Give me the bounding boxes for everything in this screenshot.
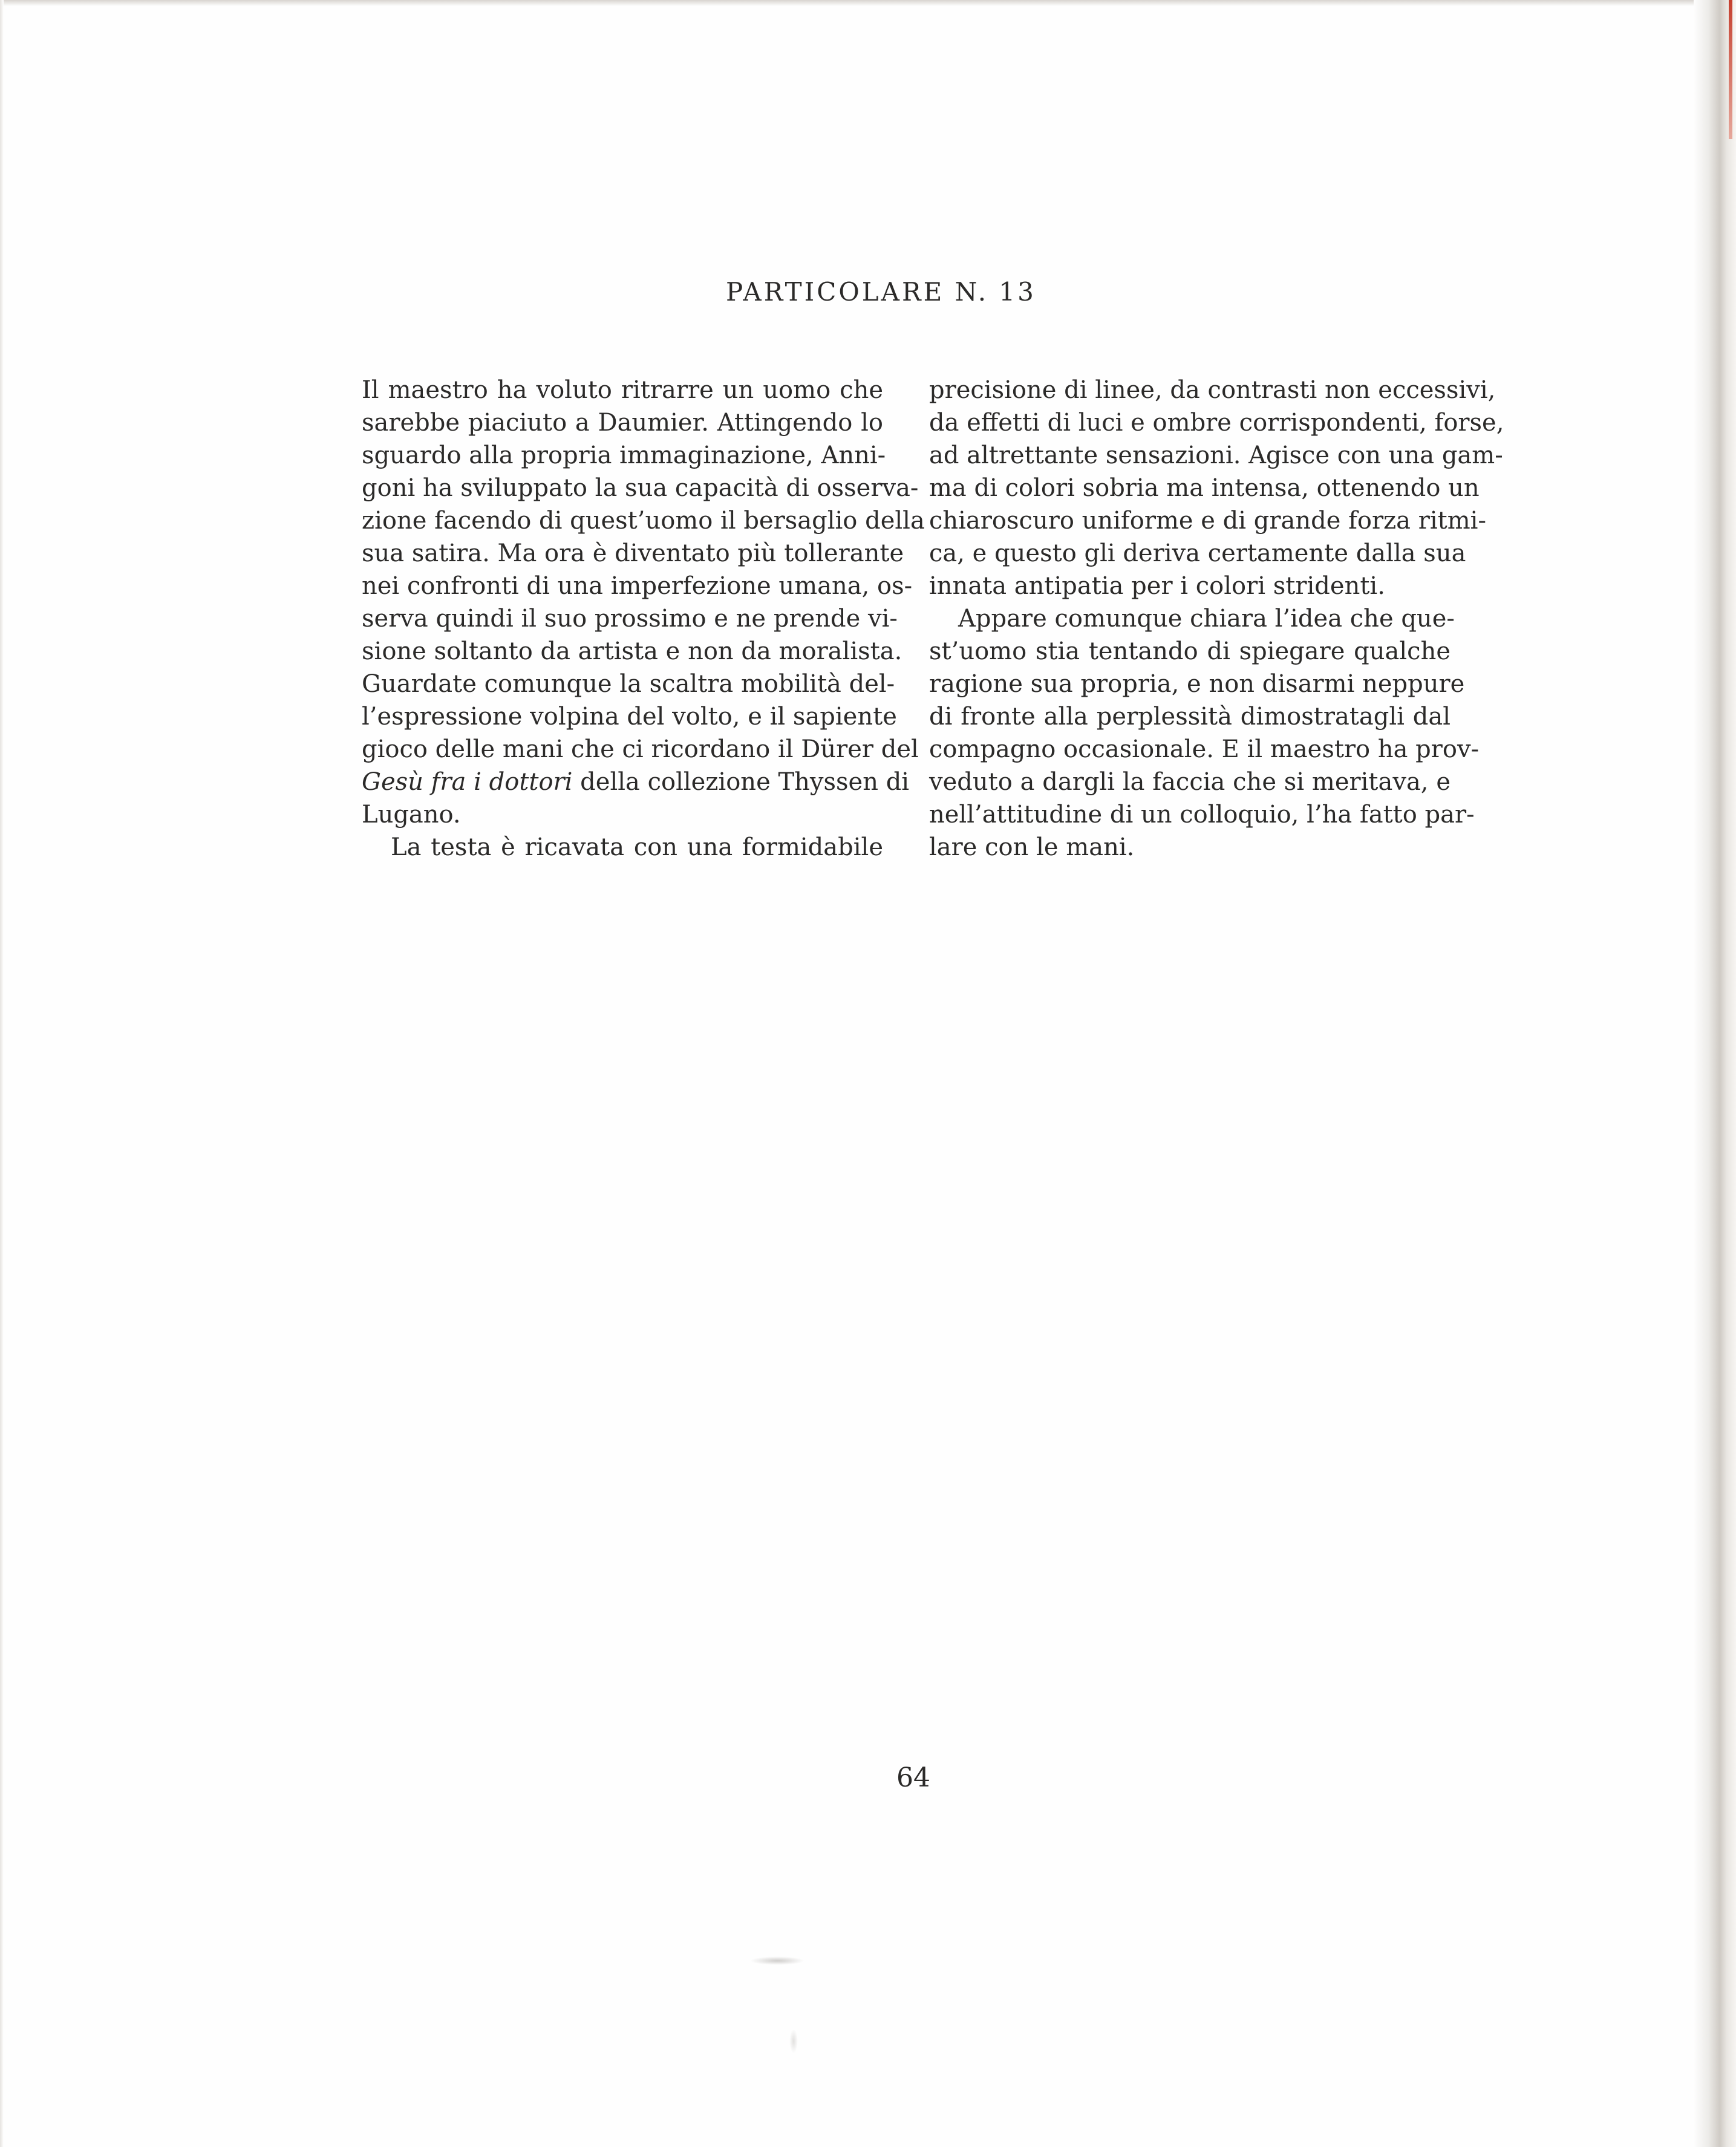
artwork-title: Gesù fra i dottori <box>362 768 573 796</box>
text-line: st’uomo stia tentando di spiegare qualche <box>929 637 1450 665</box>
text-line: sione soltanto da artista e non da moralista. <box>362 637 902 665</box>
text-line: ma di colori sobria ma intensa, ottenendo un <box>929 474 1480 502</box>
text-line: ad altrettante sensazioni. Agisce con una gam- <box>929 441 1503 469</box>
book-spine-edge <box>1694 0 1736 2147</box>
scan-smudge <box>750 1956 804 1965</box>
text-line-with-artwork-title <box>362 766 910 798</box>
text-line: lare con le mani. <box>929 833 1135 861</box>
text-line: innata antipatia per i colori stridenti. <box>929 572 1385 600</box>
text-line: ragione sua propria, e non disarmi neppure <box>929 670 1465 698</box>
text-line: serva quindi il suo prossimo e ne prende vi- <box>362 605 898 633</box>
text-line: veduto a dargli la faccia che si meritava, e <box>929 768 1450 796</box>
text-column-right <box>929 374 1504 864</box>
text-line: Guardate comunque la scaltra mobilità del- <box>362 670 895 698</box>
text-line: compagno occasionale. E il maestro ha prov- <box>929 735 1480 763</box>
page-left-edge <box>0 0 4 2147</box>
adjacent-page-color-edge <box>1729 0 1732 139</box>
text-line: La testa è ricavata con una formidabile <box>391 833 883 861</box>
text-fragment: della collezione Thyssen di <box>572 768 910 796</box>
text-line: Il maestro ha voluto ritrarre un uomo che <box>362 376 883 404</box>
text-line: sguardo alla propria immaginazione, Anni- <box>362 441 886 469</box>
text-line: gioco delle mani che ci ricordano il Dürer del <box>362 735 919 763</box>
text-line: l’espressione volpina del volto, e il sapiente <box>362 703 897 731</box>
text-line: zione facendo di quest’uomo il bersaglio della <box>362 507 925 535</box>
text-column-left <box>362 374 925 864</box>
text-line: sarebbe piaciuto a Daumier. Attingendo lo <box>362 409 883 437</box>
page-top-edge <box>0 0 1736 6</box>
text-line: sua satira. Ma ora è diventato più tollerante <box>362 539 904 567</box>
text-line: nell’attitudine di un colloquio, l’ha fatto par- <box>929 801 1475 829</box>
page-number: 64 <box>896 1762 930 1793</box>
text-line: goni ha sviluppato la sua capacità di osserva- <box>362 474 919 502</box>
text-line: Lugano. <box>362 801 461 829</box>
text-line: ca, e questo gli deriva certamente dalla sua <box>929 539 1466 567</box>
text-line: Appare comunque chiara l’idea che que- <box>958 605 1455 633</box>
text-line: nei confronti di una imperfezione umana, os- <box>362 572 913 600</box>
text-line: chiaroscuro uniforme e di grande forza ritmi- <box>929 507 1486 535</box>
text-line: precisione di linee, da contrasti non eccessivi, <box>929 376 1496 404</box>
text-line: di fronte alla perplessità dimostratagli dal <box>929 703 1450 731</box>
text-line: da effetti di luci e ombre corrispondenti, forse, <box>929 409 1504 437</box>
scan-smudge <box>789 2029 798 2053</box>
section-title: PARTICOLARE N. 13 <box>726 277 1036 307</box>
